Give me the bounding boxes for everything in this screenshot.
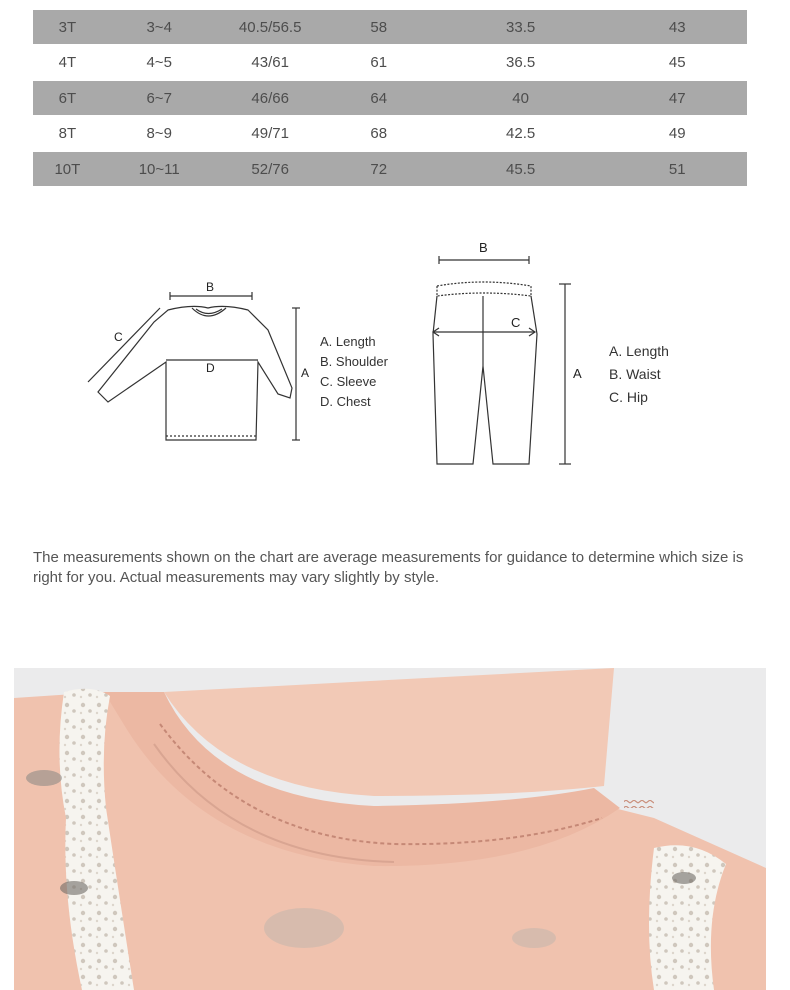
height-weight-cell: 49/71 [251,125,289,142]
height-weight-cell: 52/76 [251,160,289,178]
size-cell: 10T [54,160,81,178]
width-cell: 36.5 [506,54,536,71]
legend-item: C. Hip [609,389,648,405]
width-cell: 33.5 [506,18,536,36]
pants-cell: 51 [668,160,686,178]
length-cell: 61 [370,54,388,71]
pants-cell: 43 [668,18,686,36]
pants-cell: 45 [668,54,686,71]
table-row [33,44,747,81]
pants-cell: 47 [668,89,686,107]
pants-outline-icon [425,238,585,470]
age-cell: 10~11 [138,160,180,178]
dim-label-c: C [114,330,123,344]
dim-label-b: B [479,240,488,255]
top-measurement-diagram [80,278,310,448]
height-weight-cell: 40.5/56.5 [238,18,302,36]
size-cell: 3T [58,18,77,36]
length-cell: 64 [370,89,388,107]
length-cell: 72 [370,160,388,178]
length-cell: 58 [370,18,388,36]
dim-label-d: D [206,361,215,375]
width-cell: 40 [512,89,529,107]
table-row [33,152,747,186]
size-table [33,10,747,186]
measurement-note: The measurements shown on the chart are average measurements for guidance to determine which size is right for you. Actual measurements may vary slightly by style. [33,549,744,586]
top-legend [320,332,388,412]
legend-item: B. Shoulder [320,354,388,369]
table-row [33,81,747,115]
legend-item: A. Length [320,334,376,349]
legend-item: D. Chest [320,394,371,409]
legend-item: B. Waist [609,366,661,382]
height-weight-cell: 43/61 [251,54,289,71]
legend-item: A. Length [609,343,669,359]
product-photo [14,668,766,990]
pants-measurement-diagram [425,238,585,470]
pants-cell: 49 [668,125,686,142]
size-cell: 8T [58,125,77,142]
dim-label-a: A [573,366,582,381]
shirt-outline-icon [80,278,310,448]
size-cell: 4T [58,54,77,71]
width-cell: 45.5 [506,160,536,178]
table-row [33,10,747,44]
age-cell: 8~9 [146,125,172,142]
age-cell: 3~4 [146,18,172,36]
age-cell: 4~5 [146,54,172,71]
size-cell: 6T [58,89,77,107]
table-row [33,115,747,152]
dim-label-b: B [206,280,215,294]
pants-legend [609,340,669,409]
length-cell: 68 [370,125,388,142]
legend-item: C. Sleeve [320,374,377,389]
shirt-neckline-image [14,668,766,990]
dim-label-a: A [301,366,310,380]
width-cell: 42.5 [506,125,536,142]
age-cell: 6~7 [146,89,172,107]
height-weight-cell: 46/66 [251,89,289,107]
dim-label-c: C [511,315,521,330]
